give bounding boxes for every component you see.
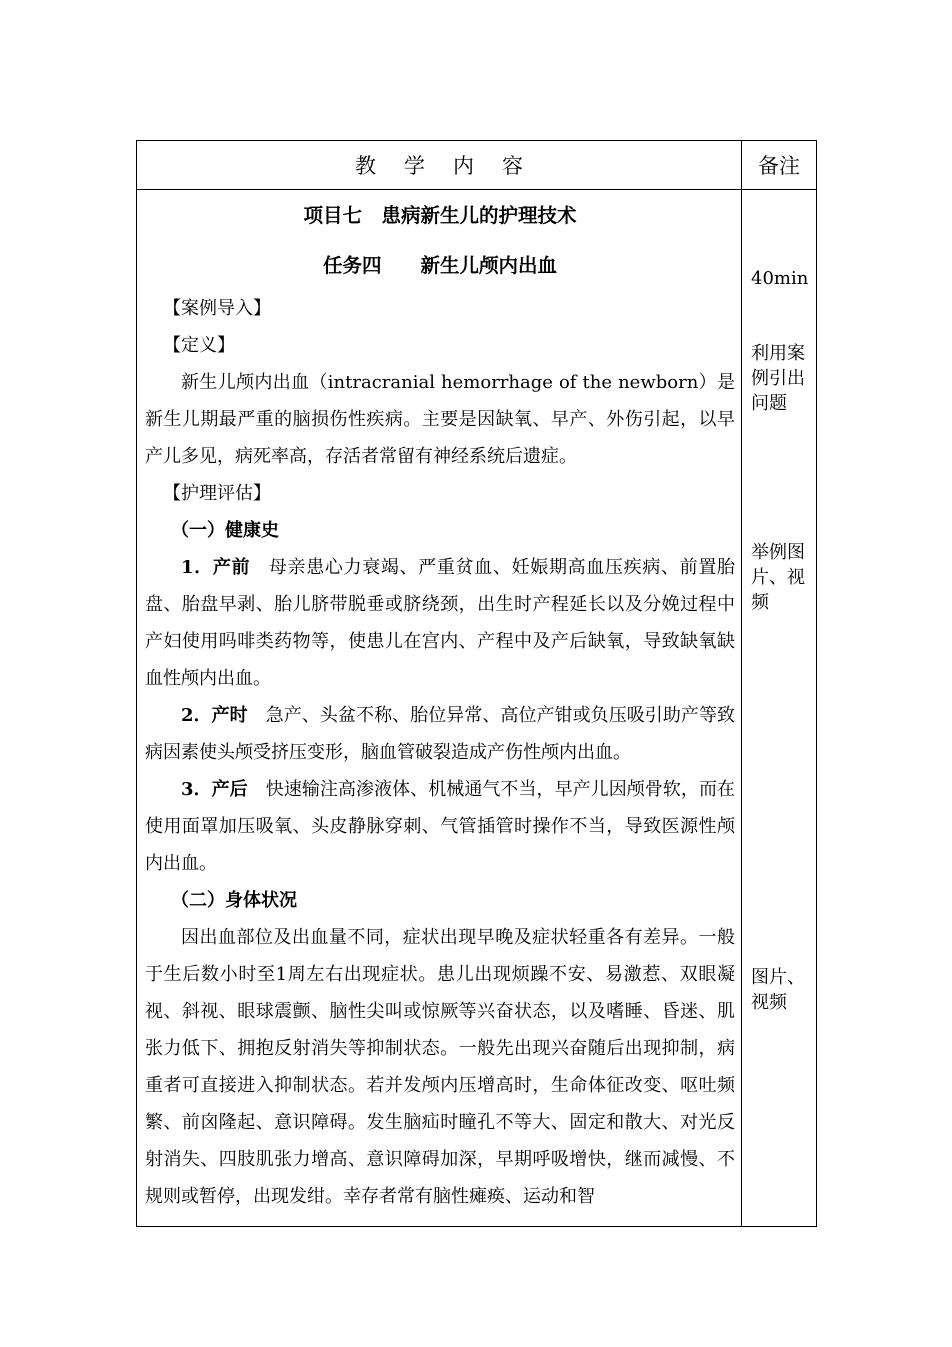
prenatal-label: 1．产前: [181, 557, 251, 578]
postnatal-text: 快速输注高渗液体、机械通气不当，早产儿因颅骨软，而在使用面罩加压吸氧、头皮静脉穿刺、气管插管时操作不当，导致医源性颅内出血。: [145, 779, 736, 874]
postnatal-label: 3．产后: [181, 779, 248, 800]
intrapartum-paragraph: [145, 697, 735, 771]
definition-paragraph: 新生儿颅内出血（intracranial hemorrhage of the newborn）是新生儿期最严重的脑损伤性疾病。主要是因缺氧、早产、外伤引起，以早产儿多见，病死率高，存活者常留有神经系统后遗症。: [145, 372, 735, 467]
column-divider: [741, 140, 742, 1227]
physical-status-heading: （二）身体状况: [171, 890, 297, 911]
intrapartum-label: 2．产时: [181, 705, 248, 726]
task-title: 任务四 新生儿颅内出血: [322, 254, 557, 277]
teaching-content: [145, 190, 735, 1215]
nursing-assessment-heading: 【护理评估】: [163, 483, 271, 504]
postnatal-paragraph: [145, 771, 735, 882]
header-notes: 备注: [758, 154, 800, 178]
note-physical: 图片、视频: [751, 967, 805, 1013]
prenatal-text: 母亲患心力衰竭、严重贫血、妊娠期高血压疾病、前置胎盘、胎盘早剥、胎儿脐带脱垂或脐绕颈，出生时产程延长以及分娩过程中产妇使用吗啡类药物等，使患儿在宫内、产程中及产后缺氧，导致缺氧缺血性颅内出血。: [145, 557, 735, 689]
project-title: 项目七 患病新生儿的护理技术: [303, 204, 577, 227]
note-case: 利用案例引出问题: [751, 343, 805, 414]
health-history-heading: （一）健康史: [171, 520, 279, 541]
case-import-heading: 【案例导入】: [163, 298, 271, 319]
intrapartum-text: 急产、头盆不称、胎位异常、高位产钳或负压吸引助产等致病因素使头颅受挤压变形，脑血管破裂造成产伤性颅内出血。: [145, 705, 736, 763]
physical-status-paragraph: 因出血部位及出血量不同，症状出现早晚及症状轻重各有差异。一般于生后数小时至1周左右出现症状。患儿出现烦躁不安、易激惹、双眼凝视、斜视、眼球震颤、脑性尖叫或惊厥等兴奋状态，以及嗜睡、昏迷、肌张力低下、拥抱反射消失等抑制状态。一般先出现兴奋随后出现抑制，病重者可直接进入抑制状态。若并发颅内压增高时，生命体征改变、呕吐频繁、前囟隆起、意识障碍。发生脑疝时瞳孔不等大、固定和散大、对光反射消失、四肢肌张力增高、意识障碍加深，早期呼吸增快，继而减慢、不规则或暂停，出现发绀。幸存者常有脑性瘫痪、运动和智: [145, 927, 735, 1207]
note-time: 40min: [751, 268, 809, 289]
note-history: 举例图片、视频: [751, 542, 805, 613]
definition-heading: 【定义】: [163, 335, 235, 356]
header-teaching-content: 教学内容: [355, 154, 551, 178]
prenatal-paragraph: [145, 549, 735, 697]
